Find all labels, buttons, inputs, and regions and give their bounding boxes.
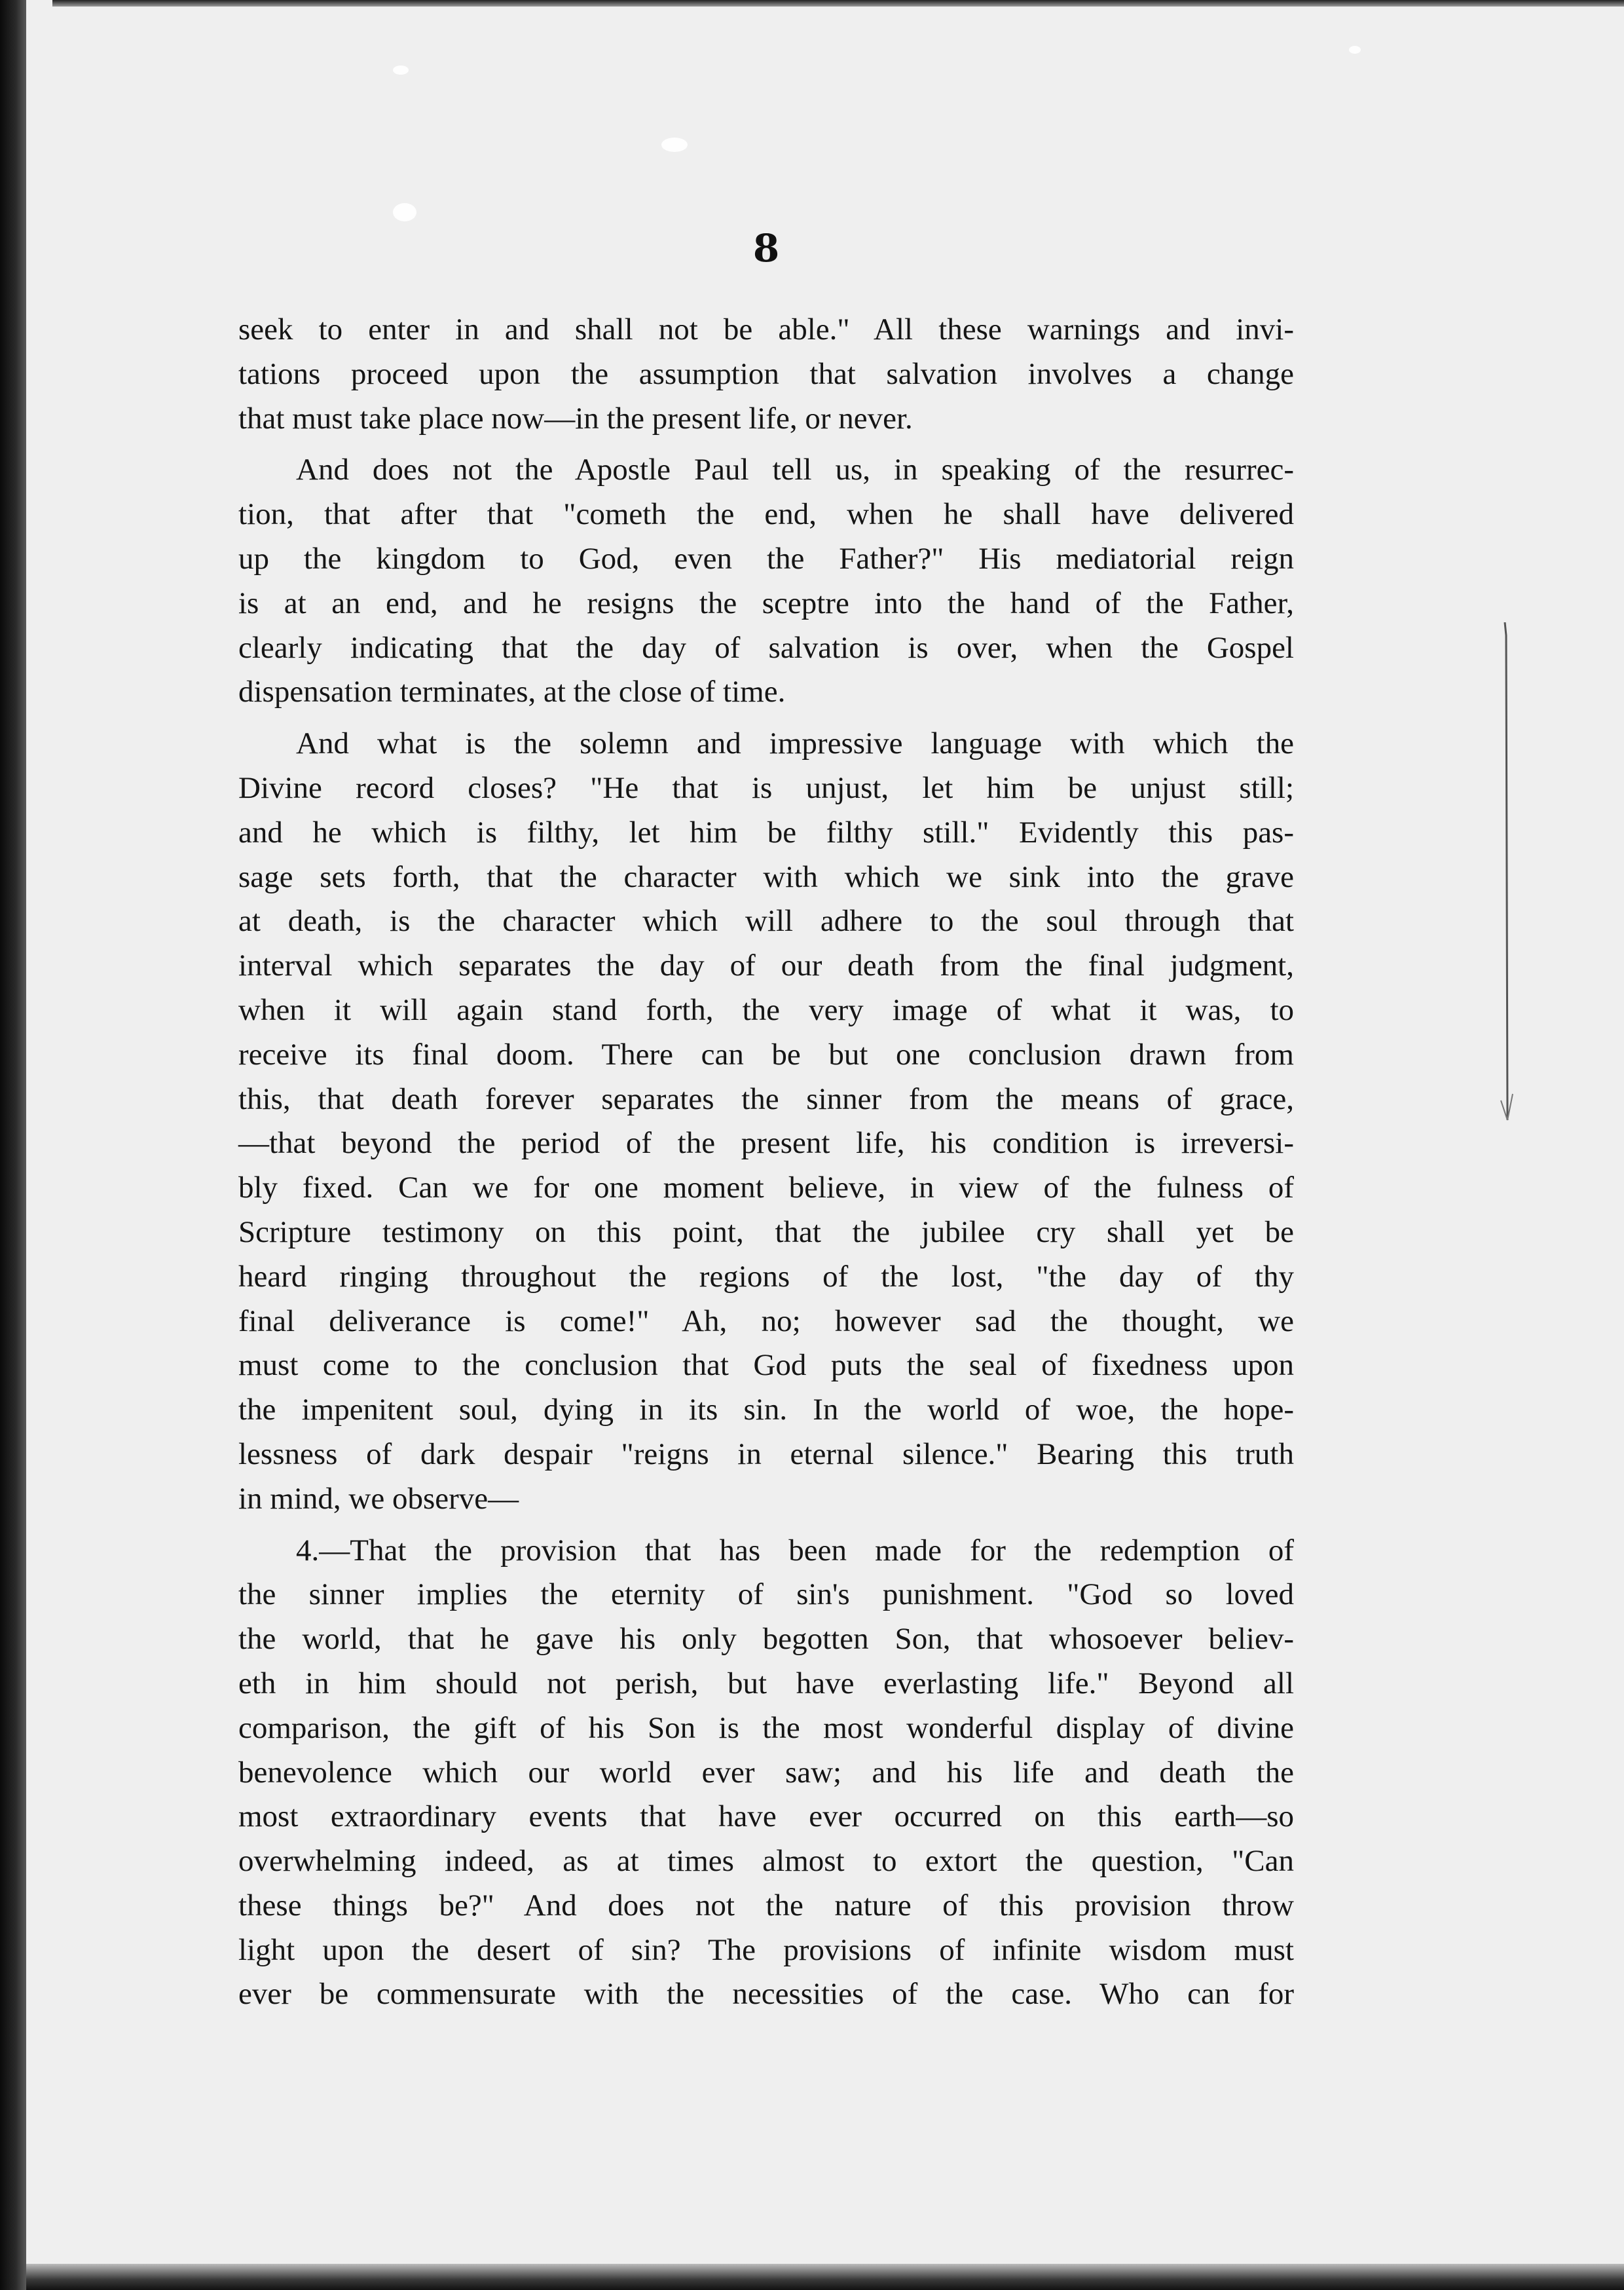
body-text — [238, 308, 1294, 2017]
text-line: dispensation terminates, at the close of time. — [238, 675, 786, 709]
paragraph-gap — [238, 715, 1294, 722]
text-line: at death, is the character which will adhere to the soul through that — [238, 904, 1294, 939]
text-line: 4.—That the provision that has been made for the redemption of — [296, 1533, 1294, 1567]
text-line: this, that death forever separates the sinner from the means of grace, — [238, 1081, 1294, 1116]
text-line: must come to the conclusion that God puts the seal of fixedness upon — [238, 1348, 1294, 1383]
text-line: final deliverance is come!" Ah, no; however sad the thought, we — [238, 1304, 1294, 1338]
text-line: receive its final doom. There can be but one conclusion drawn from — [238, 1037, 1294, 1072]
text-line: tion, that after that "cometh the end, when he shall have delivered — [238, 497, 1294, 532]
scan-speck — [661, 138, 688, 152]
text-line: tations proceed upon the assumption that salvation involves a change — [238, 356, 1294, 391]
scan-bottom-edge — [26, 2264, 1624, 2290]
text-line: in mind, we observe— — [238, 1481, 519, 1516]
text-line: And does not the Apostle Paul tell us, in speaking of the resurrec- — [296, 453, 1294, 487]
text-line: the world, that he gave his only begotten Son, that whosoever believ- — [238, 1622, 1294, 1657]
document-page — [26, 0, 1624, 2290]
text-line: seek to enter in and shall not be able." All these warnings and invi- — [238, 312, 1294, 347]
text-line: —that beyond the period of the present life, his condition is irreversi- — [238, 1126, 1294, 1161]
scan-left-edge — [0, 0, 26, 2290]
text-line: the impenitent soul, dying in its sin. In the world of woe, the hope- — [238, 1393, 1294, 1427]
text-line: And what is the solemn and impressive language with which the — [296, 726, 1294, 761]
scan-speck — [393, 66, 409, 75]
text-line: is at an end, and he resigns the sceptre into the hand of the Father, — [238, 586, 1294, 620]
text-line: ever be commensurate with the necessities of the case. Who can for — [238, 1977, 1294, 2012]
text-line: these things be?" And does not the nature of this provision throw — [238, 1888, 1294, 1923]
scan-speck — [393, 203, 416, 221]
text-line: lessness of dark despair "reigns in eternal silence." Bearing this truth — [238, 1436, 1294, 1471]
text-line: light upon the desert of sin? The provisions of infinite wisdom must — [238, 1932, 1294, 1967]
text-line: benevolence which our world ever saw; and his life and death the — [238, 1755, 1294, 1790]
text-line: Scripture testimony on this point, that the jubilee cry shall yet be — [238, 1214, 1294, 1249]
text-line: comparison, the gift of his Son is the most wonderful display of divine — [238, 1710, 1294, 1745]
margin-pencil-mark — [1493, 622, 1519, 1146]
text-line: most extraordinary events that have ever occurred on this earth—so — [238, 1799, 1294, 1834]
text-line: when it will again stand forth, the very image of what it was, to — [238, 992, 1294, 1027]
text-line: up the kingdom to God, even the Father?" His mediatorial reign — [238, 541, 1294, 576]
scan-speck — [1349, 46, 1361, 54]
text-line: Divine record closes? "He that is unjust, let him be unjust still; — [238, 770, 1294, 805]
page-number: 8 — [752, 226, 780, 271]
text-line: clearly indicating that the day of salvation is over, when the Gospel — [238, 630, 1294, 665]
text-line: that must take place now—in the present life, or never. — [238, 401, 913, 436]
text-line: bly fixed. Can we for one moment believe, in view of the fulness of — [238, 1171, 1294, 1205]
text-line: eth in him should not perish, but have everlasting life." Beyond all — [238, 1666, 1294, 1700]
text-line: overwhelming indeed, as at times almost to extort the question, "Can — [238, 1844, 1294, 1879]
text-line: the sinner implies the eternity of sin's punishment. "God so loved — [238, 1577, 1294, 1612]
text-line: interval which separates the day of our death from the final judgment, — [238, 948, 1294, 983]
paragraph-gap — [238, 1522, 1294, 1529]
text-line: heard ringing throughout the regions of the lost, "the day of thy — [238, 1259, 1294, 1294]
text-line: and he which is filthy, let him be filthy still." Evidently this pas- — [238, 815, 1294, 850]
scan-top-edge — [52, 0, 1624, 7]
paragraph-gap — [238, 441, 1294, 448]
text-line: sage sets forth, that the character with which we sink into the grave — [238, 859, 1294, 894]
